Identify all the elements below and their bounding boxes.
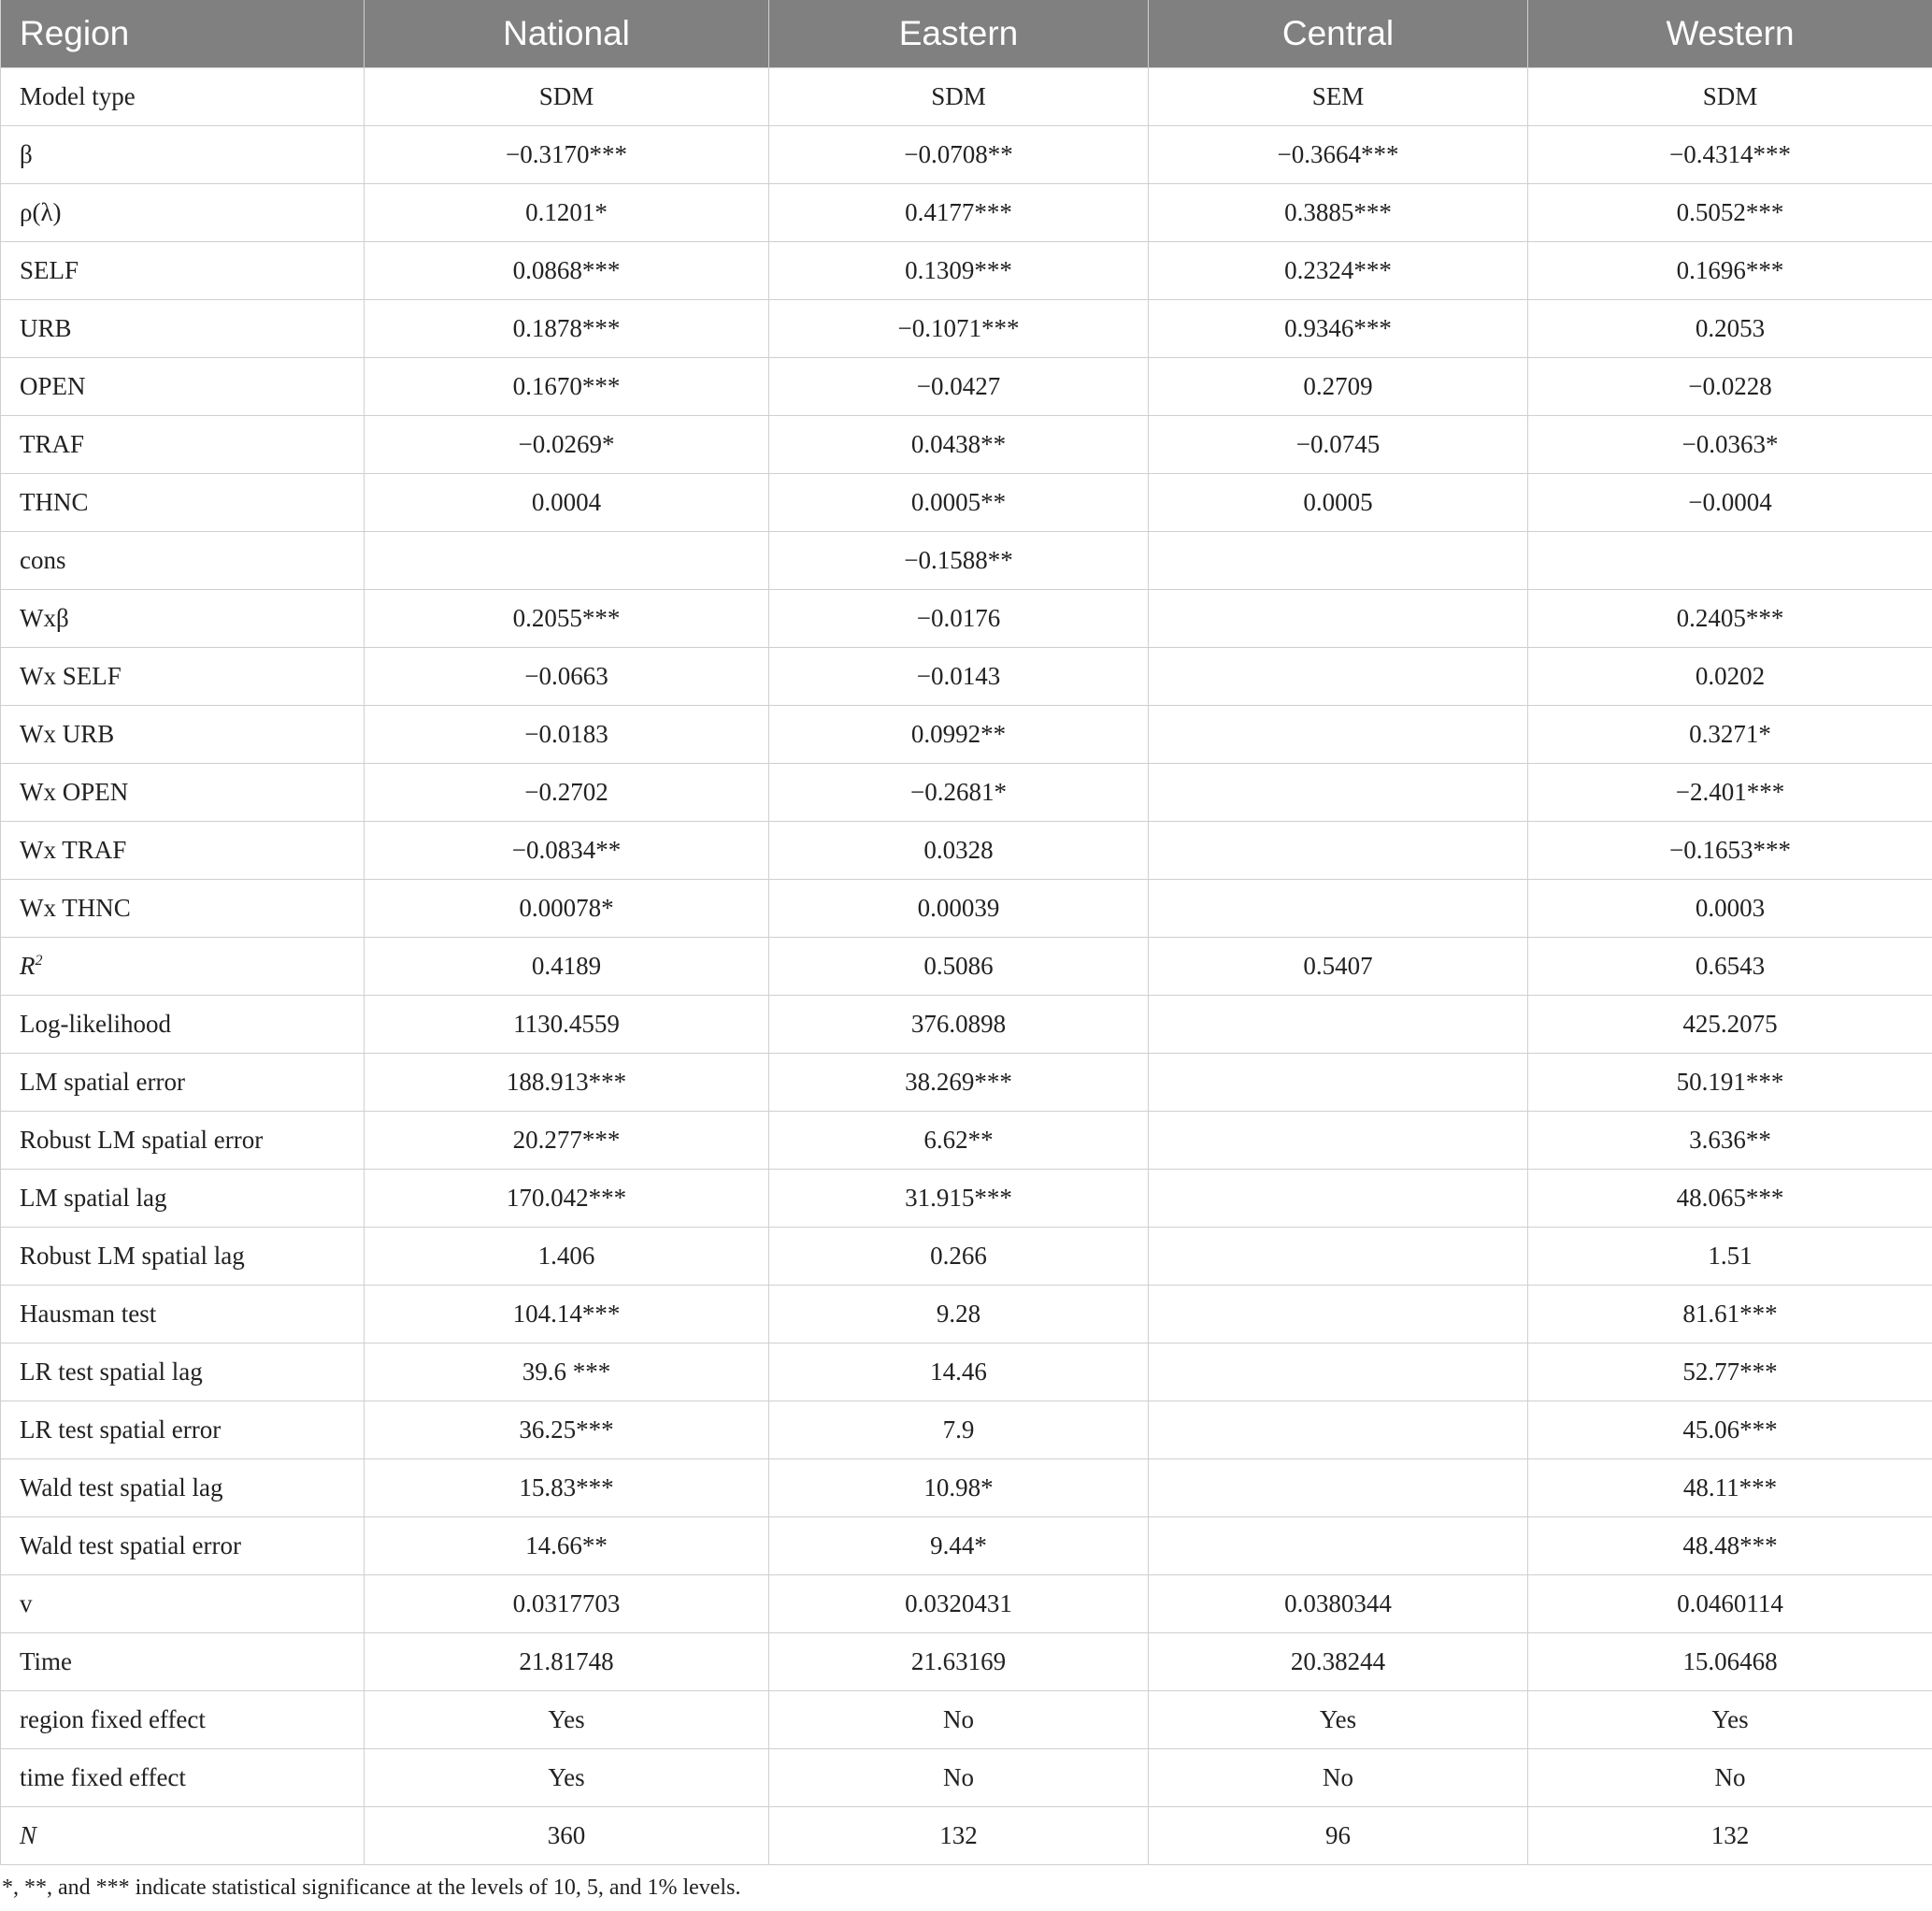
table-cell: 0.3885*** bbox=[1149, 184, 1528, 242]
column-header-region: Region bbox=[1, 0, 365, 68]
row-label-text: LR test spatial lag bbox=[20, 1358, 203, 1386]
table-row bbox=[1, 764, 1932, 822]
row-label bbox=[1, 1343, 365, 1401]
row-label-text: Wald test spatial error bbox=[20, 1531, 241, 1559]
table-cell bbox=[1149, 590, 1528, 648]
table-cell: −0.3664*** bbox=[1149, 126, 1528, 184]
table-cell: 9.44* bbox=[769, 1517, 1149, 1575]
table-cell bbox=[1149, 1112, 1528, 1170]
table-cell: 0.4177*** bbox=[769, 184, 1149, 242]
table-cell bbox=[1528, 532, 1932, 590]
table-cell: 45.06*** bbox=[1528, 1401, 1932, 1459]
table-cell: 360 bbox=[365, 1807, 769, 1865]
table-cell bbox=[1149, 1054, 1528, 1112]
table-cell: 0.2055*** bbox=[365, 590, 769, 648]
row-label-text: time fixed effect bbox=[20, 1763, 186, 1791]
table-cell: 0.4189 bbox=[365, 938, 769, 996]
table-cell: −2.401*** bbox=[1528, 764, 1932, 822]
table-row bbox=[1, 1517, 1932, 1575]
table-cell: 170.042*** bbox=[365, 1170, 769, 1228]
row-label-text: Robust LM spatial lag bbox=[20, 1242, 245, 1270]
row-label-text: Wx SELF bbox=[20, 662, 122, 690]
row-label bbox=[1, 1459, 365, 1517]
row-label bbox=[1, 1401, 365, 1459]
table-cell: 0.1670*** bbox=[365, 358, 769, 416]
table-row bbox=[1, 1807, 1932, 1865]
table-row bbox=[1, 1575, 1932, 1633]
table-cell: −0.1588** bbox=[769, 532, 1149, 590]
row-label bbox=[1, 68, 365, 126]
row-label-text: TRAF bbox=[20, 430, 85, 458]
row-label bbox=[1, 1807, 365, 1865]
row-label bbox=[1, 880, 365, 938]
row-label bbox=[1, 358, 365, 416]
table-cell: 0.0202 bbox=[1528, 648, 1932, 706]
table-cell bbox=[1149, 648, 1528, 706]
table-cell: 0.6543 bbox=[1528, 938, 1932, 996]
table-cell: 20.277*** bbox=[365, 1112, 769, 1170]
table-row bbox=[1, 880, 1932, 938]
table-cell: 0.9346*** bbox=[1149, 300, 1528, 358]
row-label bbox=[1, 706, 365, 764]
row-label bbox=[1, 1054, 365, 1112]
table-row bbox=[1, 1749, 1932, 1807]
table-cell bbox=[1149, 1170, 1528, 1228]
table-cell: 0.0868*** bbox=[365, 242, 769, 300]
row-label-text: Hausman test bbox=[20, 1300, 157, 1328]
table-row bbox=[1, 1170, 1932, 1228]
table-cell: 376.0898 bbox=[769, 996, 1149, 1054]
row-label-text: Wx OPEN bbox=[20, 778, 129, 806]
table-cell bbox=[1149, 822, 1528, 880]
row-label-text: URB bbox=[20, 314, 72, 342]
table-row bbox=[1, 68, 1932, 126]
table-cell: 0.0317703 bbox=[365, 1575, 769, 1633]
row-label-text: Wx THNC bbox=[20, 894, 131, 922]
table-cell: 0.0992** bbox=[769, 706, 1149, 764]
table-row bbox=[1, 1691, 1932, 1749]
table-row bbox=[1, 1401, 1932, 1459]
table-cell bbox=[1149, 1459, 1528, 1517]
table-cell bbox=[1149, 764, 1528, 822]
row-label bbox=[1, 184, 365, 242]
table-cell: 52.77*** bbox=[1528, 1343, 1932, 1401]
table-cell: 15.06468 bbox=[1528, 1633, 1932, 1691]
table-cell: −0.3170*** bbox=[365, 126, 769, 184]
table-cell: −0.0427 bbox=[769, 358, 1149, 416]
table-cell: 0.0328 bbox=[769, 822, 1149, 880]
row-label-text: LM spatial lag bbox=[20, 1184, 167, 1212]
table-cell: 6.62** bbox=[769, 1112, 1149, 1170]
row-label-text: cons bbox=[20, 546, 66, 574]
table-cell: −0.0143 bbox=[769, 648, 1149, 706]
table-row bbox=[1, 1054, 1932, 1112]
table-cell bbox=[1149, 1517, 1528, 1575]
table-row bbox=[1, 1112, 1932, 1170]
row-label bbox=[1, 1112, 365, 1170]
table-cell: SDM bbox=[769, 68, 1149, 126]
table-cell: Yes bbox=[365, 1691, 769, 1749]
row-label bbox=[1, 996, 365, 1054]
row-label bbox=[1, 1228, 365, 1286]
table-row bbox=[1, 416, 1932, 474]
table-header bbox=[1, 0, 1932, 68]
table-row bbox=[1, 590, 1932, 648]
table-cell: 96 bbox=[1149, 1807, 1528, 1865]
table-row bbox=[1, 648, 1932, 706]
table-cell bbox=[1149, 706, 1528, 764]
table-cell: 0.2324*** bbox=[1149, 242, 1528, 300]
row-label bbox=[1, 416, 365, 474]
table-cell: Yes bbox=[1149, 1691, 1528, 1749]
table-cell bbox=[365, 532, 769, 590]
row-label-text: SELF bbox=[20, 256, 79, 284]
table-row bbox=[1, 358, 1932, 416]
table-cell: SDM bbox=[365, 68, 769, 126]
row-label-text: Time bbox=[20, 1647, 73, 1675]
table-cell: 104.14*** bbox=[365, 1286, 769, 1343]
table-cell: −0.0004 bbox=[1528, 474, 1932, 532]
row-label bbox=[1, 648, 365, 706]
row-label bbox=[1, 1633, 365, 1691]
table-cell: −0.0269* bbox=[365, 416, 769, 474]
table-cell: No bbox=[769, 1749, 1149, 1807]
table-cell: 48.11*** bbox=[1528, 1459, 1932, 1517]
table-row bbox=[1, 1286, 1932, 1343]
table-cell: 0.2405*** bbox=[1528, 590, 1932, 648]
table-cell: 0.2709 bbox=[1149, 358, 1528, 416]
row-label bbox=[1, 474, 365, 532]
table-cell bbox=[1149, 1343, 1528, 1401]
table-cell: 21.81748 bbox=[365, 1633, 769, 1691]
row-label-text: Wx TRAF bbox=[20, 836, 127, 864]
table-cell: 0.0005** bbox=[769, 474, 1149, 532]
table-cell: 0.00078* bbox=[365, 880, 769, 938]
table-cell: 0.00039 bbox=[769, 880, 1149, 938]
table-cell: 0.1201* bbox=[365, 184, 769, 242]
table-cell: 21.63169 bbox=[769, 1633, 1149, 1691]
table-cell: No bbox=[1528, 1749, 1932, 1807]
row-label-superscript: 2 bbox=[35, 953, 43, 969]
row-label bbox=[1, 822, 365, 880]
row-label-text: ρ(λ) bbox=[20, 198, 62, 226]
table-cell: 1130.4559 bbox=[365, 996, 769, 1054]
table-cell: −0.0708** bbox=[769, 126, 1149, 184]
table-cell bbox=[1149, 1286, 1528, 1343]
table-cell: 38.269*** bbox=[769, 1054, 1149, 1112]
table-cell: 0.0380344 bbox=[1149, 1575, 1528, 1633]
row-label bbox=[1, 1749, 365, 1807]
row-label-text: Robust LM spatial error bbox=[20, 1126, 264, 1154]
table-row bbox=[1, 1343, 1932, 1401]
table-cell: 0.5086 bbox=[769, 938, 1149, 996]
table-row bbox=[1, 706, 1932, 764]
table-cell: 39.6 *** bbox=[365, 1343, 769, 1401]
row-label bbox=[1, 1286, 365, 1343]
table-cell: 1.51 bbox=[1528, 1228, 1932, 1286]
table-cell: 132 bbox=[769, 1807, 1149, 1865]
table-row bbox=[1, 300, 1932, 358]
table-cell: 188.913*** bbox=[365, 1054, 769, 1112]
table-row bbox=[1, 474, 1932, 532]
row-label bbox=[1, 242, 365, 300]
table-cell: 50.191*** bbox=[1528, 1054, 1932, 1112]
table-cell: 10.98* bbox=[769, 1459, 1149, 1517]
table-row bbox=[1, 1228, 1932, 1286]
table-row bbox=[1, 996, 1932, 1054]
table-cell: −0.0834** bbox=[365, 822, 769, 880]
table-cell: 0.5052*** bbox=[1528, 184, 1932, 242]
table-cell: 0.5407 bbox=[1149, 938, 1528, 996]
row-label bbox=[1, 300, 365, 358]
table-cell: −0.4314*** bbox=[1528, 126, 1932, 184]
row-label-text: Model type bbox=[20, 82, 136, 110]
table-cell: 0.0005 bbox=[1149, 474, 1528, 532]
table-cell: SEM bbox=[1149, 68, 1528, 126]
table-row bbox=[1, 1633, 1932, 1691]
table-body bbox=[1, 68, 1932, 1865]
table-cell: 0.0003 bbox=[1528, 880, 1932, 938]
table-cell: −0.0745 bbox=[1149, 416, 1528, 474]
table-cell: 1.406 bbox=[365, 1228, 769, 1286]
row-label-text: Wx URB bbox=[20, 720, 115, 748]
table-cell: 20.38244 bbox=[1149, 1633, 1528, 1691]
table-cell: SDM bbox=[1528, 68, 1932, 126]
table-cell: −0.1653*** bbox=[1528, 822, 1932, 880]
column-header-national: National bbox=[365, 0, 769, 68]
table-cell: 0.0460114 bbox=[1528, 1575, 1932, 1633]
row-label-text: Wald test spatial lag bbox=[20, 1473, 223, 1502]
table-row bbox=[1, 1459, 1932, 1517]
table-cell: 0.2053 bbox=[1528, 300, 1932, 358]
row-label-text: β bbox=[20, 140, 33, 168]
table-row bbox=[1, 938, 1932, 996]
table-cell: 31.915*** bbox=[769, 1170, 1149, 1228]
table-cell bbox=[1149, 880, 1528, 938]
table-footnote: *, **, and *** indicate statistical significance at the levels of 10, 5, and 1% levels. bbox=[2, 1875, 741, 1900]
row-label bbox=[1, 1691, 365, 1749]
column-header-eastern: Eastern bbox=[769, 0, 1149, 68]
table-cell bbox=[1149, 1401, 1528, 1459]
table-cell: 7.9 bbox=[769, 1401, 1149, 1459]
row-label bbox=[1, 1517, 365, 1575]
table-cell: Yes bbox=[1528, 1691, 1932, 1749]
table-cell: 0.0320431 bbox=[769, 1575, 1149, 1633]
table-row bbox=[1, 532, 1932, 590]
row-label-text: R bbox=[20, 952, 36, 980]
row-label bbox=[1, 938, 365, 996]
row-label-text: N bbox=[20, 1821, 37, 1849]
row-label-text: v bbox=[20, 1589, 33, 1617]
row-label-text: LR test spatial error bbox=[20, 1415, 222, 1444]
table-cell: 14.66** bbox=[365, 1517, 769, 1575]
table-row bbox=[1, 184, 1932, 242]
row-label-text: Wxβ bbox=[20, 604, 69, 632]
table-cell: −0.0176 bbox=[769, 590, 1149, 648]
column-header-western: Western bbox=[1528, 0, 1932, 68]
table-cell: 14.46 bbox=[769, 1343, 1149, 1401]
row-label bbox=[1, 590, 365, 648]
table-cell bbox=[1149, 532, 1528, 590]
table-row bbox=[1, 242, 1932, 300]
table-cell: 425.2075 bbox=[1528, 996, 1932, 1054]
row-label bbox=[1, 126, 365, 184]
table-cell: −0.0363* bbox=[1528, 416, 1932, 474]
table-cell: 0.0438** bbox=[769, 416, 1149, 474]
table-cell: −0.2702 bbox=[365, 764, 769, 822]
table-cell: 0.1309*** bbox=[769, 242, 1149, 300]
table-cell: Yes bbox=[365, 1749, 769, 1807]
table-row bbox=[1, 126, 1932, 184]
table-cell: No bbox=[1149, 1749, 1528, 1807]
row-label bbox=[1, 764, 365, 822]
table-cell bbox=[1149, 996, 1528, 1054]
row-label bbox=[1, 532, 365, 590]
row-label-text: region fixed effect bbox=[20, 1705, 206, 1733]
table-cell: 0.1696*** bbox=[1528, 242, 1932, 300]
table-row bbox=[1, 822, 1932, 880]
row-label-text: LM spatial error bbox=[20, 1068, 185, 1096]
column-header-central: Central bbox=[1149, 0, 1528, 68]
row-label-text: Log-likelihood bbox=[20, 1010, 171, 1038]
table-cell: 36.25*** bbox=[365, 1401, 769, 1459]
table-cell: 15.83*** bbox=[365, 1459, 769, 1517]
table-cell: −0.1071*** bbox=[769, 300, 1149, 358]
table-cell: 3.636** bbox=[1528, 1112, 1932, 1170]
table-cell: 0.1878*** bbox=[365, 300, 769, 358]
table-cell: 0.0004 bbox=[365, 474, 769, 532]
table-cell bbox=[1149, 1228, 1528, 1286]
table-cell: −0.2681* bbox=[769, 764, 1149, 822]
header-row bbox=[1, 0, 1932, 68]
table-cell: 0.3271* bbox=[1528, 706, 1932, 764]
table-cell: −0.0228 bbox=[1528, 358, 1932, 416]
table-cell: 48.065*** bbox=[1528, 1170, 1932, 1228]
row-label-text: OPEN bbox=[20, 372, 86, 400]
table-cell: −0.0663 bbox=[365, 648, 769, 706]
table-cell: No bbox=[769, 1691, 1149, 1749]
row-label bbox=[1, 1575, 365, 1633]
table-cell: 132 bbox=[1528, 1807, 1932, 1865]
table-cell: 9.28 bbox=[769, 1286, 1149, 1343]
row-label-text: THNC bbox=[20, 488, 89, 516]
table-cell: 81.61*** bbox=[1528, 1286, 1932, 1343]
row-label bbox=[1, 1170, 365, 1228]
table-cell: 48.48*** bbox=[1528, 1517, 1932, 1575]
table-cell: 0.266 bbox=[769, 1228, 1149, 1286]
table-cell: −0.0183 bbox=[365, 706, 769, 764]
